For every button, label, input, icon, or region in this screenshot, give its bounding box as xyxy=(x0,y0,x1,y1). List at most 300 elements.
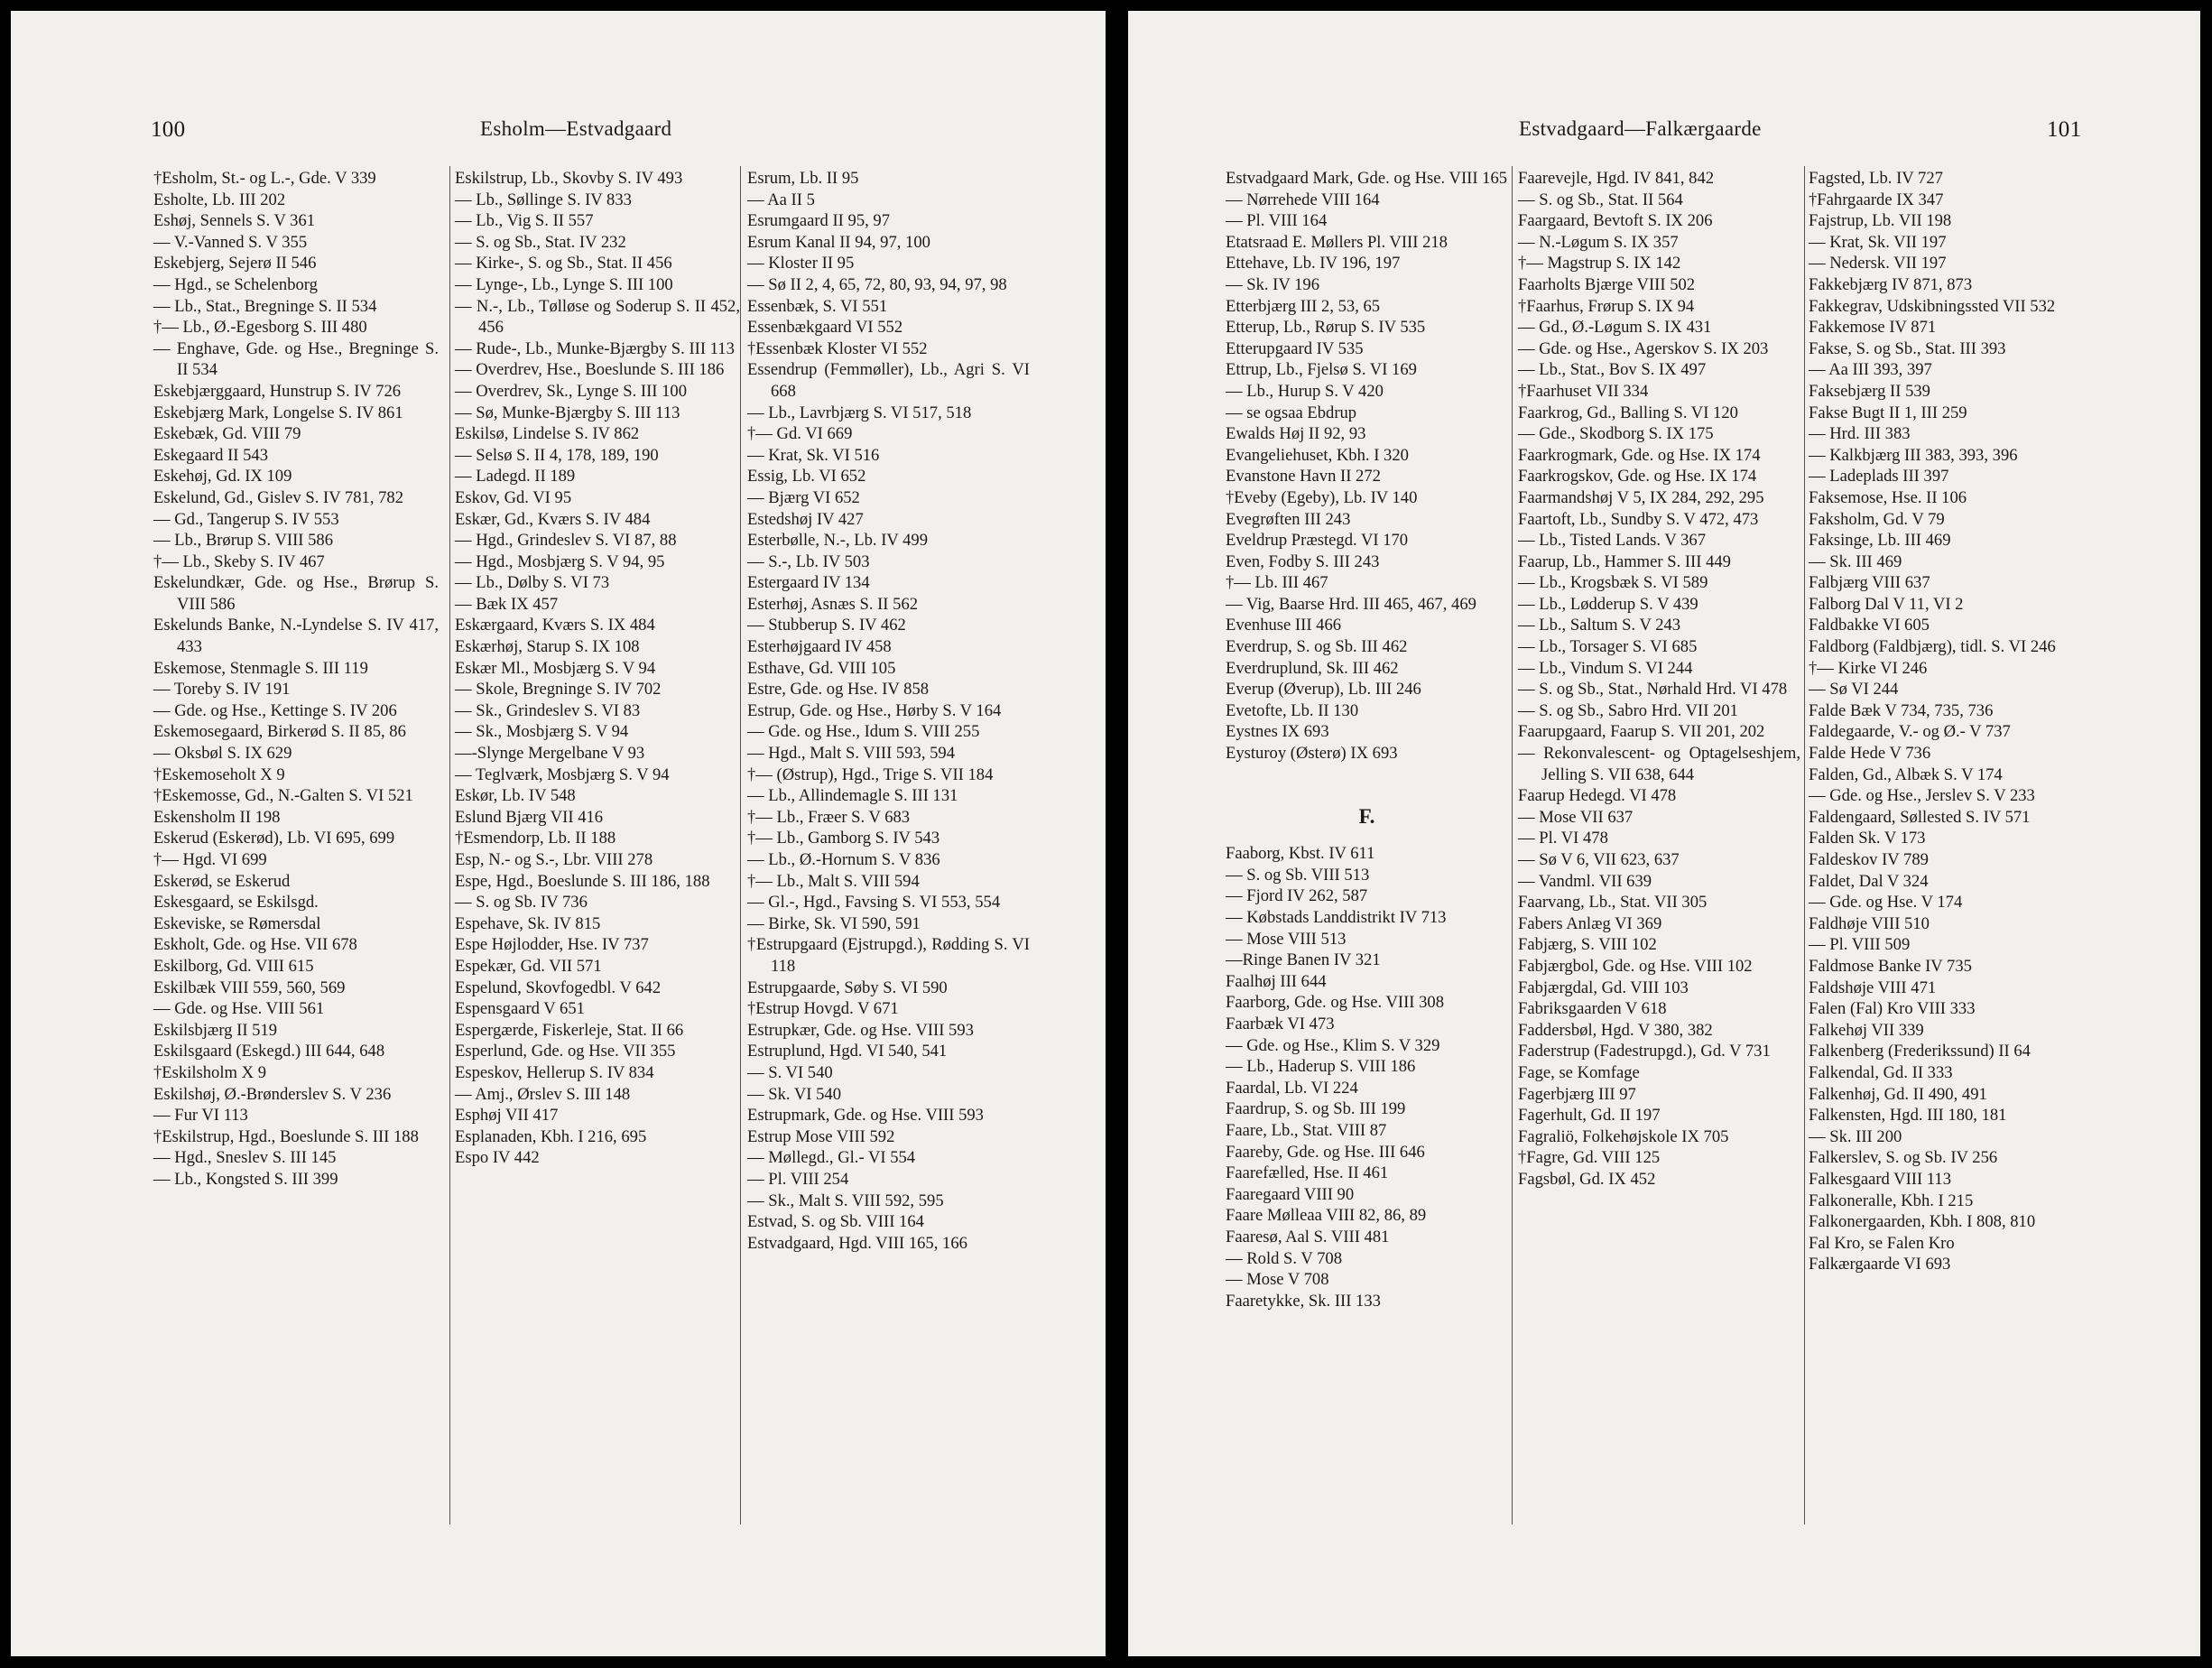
index-column xyxy=(747,168,1030,1254)
index-entry: — Ladegd. II 189 xyxy=(455,467,576,486)
index-entry: Faalhøj III 644 xyxy=(1226,971,1327,991)
index-entry: — Hgd., se Schelenborg xyxy=(153,274,318,294)
index-entry: — Lb., Saltum S. V 243 xyxy=(1518,616,1681,635)
index-entry: Everdrup, S. og Sb. III 462 xyxy=(1226,637,1408,657)
index-entry: — N.-Løgum S. IX 357 xyxy=(1518,232,1679,252)
index-entry: †Esholm, St.- og L.-, Gde. V 339 xyxy=(153,169,376,188)
index-entry: Fagerbjærg III 97 xyxy=(1518,1084,1636,1104)
index-entry: — Møllegd., Gl.- VI 554 xyxy=(747,1148,916,1168)
index-entry: — Mose VIII 513 xyxy=(1226,929,1347,949)
index-entry: — Lb., Kongsted S. III 399 xyxy=(153,1169,338,1189)
index-entry: Espergærde, Fiskerleje, Stat. II 66 xyxy=(455,1020,684,1040)
index-entry: Essenbækgaard VI 552 xyxy=(747,318,903,338)
index-entry: — Lb., Vindum S. VI 244 xyxy=(1518,658,1693,678)
index-entry: Esplanaden, Kbh. I 216, 695 xyxy=(455,1126,647,1146)
index-entry: — Hgd., Mosbjærg S. V 94, 95 xyxy=(455,551,665,571)
index-entry: — Gde. og Hse., Agerskov S. IX 203 xyxy=(1518,338,1769,358)
index-entry: Evetofte, Lb. II 130 xyxy=(1226,700,1359,720)
index-entry: — Amj., Ørslev S. III 148 xyxy=(455,1084,631,1104)
index-entry: Espo IV 442 xyxy=(455,1148,540,1168)
index-entry: — Stubberup S. IV 462 xyxy=(747,616,906,635)
index-entry: †Fagre, Gd. VIII 125 xyxy=(1518,1148,1661,1168)
index-entry: Eskær Ml., Mosbjærg S. V 94 xyxy=(455,658,656,678)
index-entry: Falden, Gd., Albæk S. V 174 xyxy=(1809,764,2003,784)
index-entry: Eskilstrup, Lb., Skovby S. IV 493 xyxy=(455,169,683,188)
index-entry: — Sø II 2, 4, 65, 72, 80, 93, 94, 97, 98 xyxy=(747,274,1007,294)
index-entry: — Ladeplads III 397 xyxy=(1809,467,1949,486)
index-entry: — S. VI 540 xyxy=(747,1062,833,1082)
index-entry: — Sk., Mosbjærg S. V 94 xyxy=(455,722,629,742)
index-entry: †— Kirke VI 246 xyxy=(1809,658,1928,678)
index-entry: — Sø VI 244 xyxy=(1809,680,1899,700)
index-entry: †Eskilsholm X 9 xyxy=(153,1062,266,1082)
index-entry: Falkenhøj, Gd. II 490, 491 xyxy=(1809,1084,1987,1104)
index-entry: — Lb., Stat., Bregninge S. II 534 xyxy=(153,296,377,316)
index-entry: — Nedersk. VII 197 xyxy=(1809,254,1947,273)
index-entry: Essenbæk, S. VI 551 xyxy=(747,296,888,316)
index-entry: —Ringe Banen IV 321 xyxy=(1226,950,1381,970)
index-entry: Fakse Bugt II 1, III 259 xyxy=(1809,403,1967,422)
index-entry: — Lb., Torsager S. VI 685 xyxy=(1518,637,1698,657)
index-entry: †Esmendorp, Lb. II 188 xyxy=(455,829,616,848)
index-entry: — Gde. og Hse. VIII 561 xyxy=(153,999,325,1019)
index-entry: Faarvang, Lb., Stat. VII 305 xyxy=(1518,893,1708,913)
index-entry: Etterbjærg III 2, 53, 65 xyxy=(1226,296,1381,316)
index-entry: Faarbæk VI 473 xyxy=(1226,1014,1335,1033)
index-entry: Falbjærg VIII 637 xyxy=(1809,573,1930,593)
index-entry: — Krat, Sk. VII 197 xyxy=(1809,232,1947,252)
index-entry: Eskilbæk VIII 559, 560, 569 xyxy=(153,978,346,997)
index-entry: Eskebjærggaard, Hunstrup S. IV 726 xyxy=(153,381,402,401)
index-entry: Esrum, Lb. II 95 xyxy=(747,169,859,188)
index-entry: Eystnes IX 693 xyxy=(1226,722,1329,742)
column-spacer xyxy=(1226,764,1508,781)
index-entry: Espensgaard V 651 xyxy=(455,999,585,1019)
index-entry: †— Gd. VI 669 xyxy=(747,424,853,444)
index-entry: Eskelundkær, Gde. og Hse., Brørup S. VIII 586 xyxy=(153,573,439,614)
index-entry: †Essenbæk Kloster VI 552 xyxy=(747,338,928,358)
index-entry: Evangeliehuset, Kbh. I 320 xyxy=(1226,445,1409,465)
index-entry: — Teglværk, Mosbjærg S. V 94 xyxy=(455,764,670,784)
index-entry: — S. og Sb., Stat. IV 232 xyxy=(455,232,626,252)
index-entry: Faarborg, Gde. og Hse. VIII 308 xyxy=(1226,993,1445,1013)
index-entry: — Hgd., Malt S. VIII 593, 594 xyxy=(747,744,956,764)
index-entry: — Købstads Landdistrikt IV 713 xyxy=(1226,908,1447,927)
index-entry: Eysturoy (Østerø) IX 693 xyxy=(1226,744,1398,764)
index-entry: — Hrd. III 383 xyxy=(1809,424,1911,444)
index-entry: — Lb., Allindemagle S. III 131 xyxy=(747,786,958,806)
index-entry: Eskholt, Gde. og Hse. VII 678 xyxy=(153,935,357,955)
index-entry: †Faarhuset VII 334 xyxy=(1518,381,1649,401)
index-entry: — Fjord IV 262, 587 xyxy=(1226,886,1368,906)
index-entry: — Toreby S. IV 191 xyxy=(153,680,291,700)
index-entry: — Lb., Brørup S. VIII 586 xyxy=(153,531,334,551)
index-entry: — Lb., Tisted Lands. V 367 xyxy=(1518,531,1707,551)
index-entry: Faarkrogskov, Gde. og Hse. IX 174 xyxy=(1518,467,1757,486)
index-entry: Eskærgaard, Kværs S. IX 484 xyxy=(455,616,655,635)
index-entry: Eskilsgaard (Eskegd.) III 644, 648 xyxy=(153,1042,385,1061)
index-entry: Eskelund, Gd., Gislev S. IV 781, 782 xyxy=(153,487,404,507)
index-column xyxy=(1809,168,2091,1275)
index-entry: †— Lb., Gamborg S. IV 543 xyxy=(747,829,940,848)
index-entry: Eskær, Gd., Kværs S. IV 484 xyxy=(455,509,651,529)
index-entry: Faare, Lb., Stat. VIII 87 xyxy=(1226,1120,1387,1140)
index-entry: Everup (Øverup), Lb. III 246 xyxy=(1226,680,1421,700)
index-entry: Espehave, Sk. IV 815 xyxy=(455,913,601,933)
index-entry: Eslund Bjærg VII 416 xyxy=(455,807,604,827)
index-entry: Eskov, Gd. VI 95 xyxy=(455,487,572,507)
column-rule xyxy=(1804,166,1805,1524)
index-entry: — Lb., Lødderup S. V 439 xyxy=(1518,594,1698,614)
index-entry: Fabjærgbol, Gde. og Hse. VIII 102 xyxy=(1518,956,1753,976)
index-entry: — Lynge-, Lb., Lynge S. III 100 xyxy=(455,274,673,294)
index-entry: Esrumgaard II 95, 97 xyxy=(747,211,891,231)
index-entry: — S. og Sb. VIII 513 xyxy=(1226,865,1370,885)
index-entry: Esrum Kanal II 94, 97, 100 xyxy=(747,232,930,252)
index-entry: Eskegaard II 543 xyxy=(153,445,269,465)
index-entry: — Sø, Munke-Bjærgby S. III 113 xyxy=(455,403,680,422)
index-entry: — Gd., Tangerup S. IV 553 xyxy=(153,509,339,529)
index-entry: Fagraliö, Folkehøjskole IX 705 xyxy=(1518,1126,1729,1146)
index-entry: Falkehøj VII 339 xyxy=(1809,1020,1924,1040)
index-entry: †— Lb., Ø.-Egesborg S. III 480 xyxy=(153,318,367,338)
index-entry: Esphøj VII 417 xyxy=(455,1106,559,1126)
index-entry: — Sk., Malt S. VIII 592, 595 xyxy=(747,1191,944,1210)
index-entry: — Gde. og Hse. V 174 xyxy=(1809,893,1963,913)
index-entry: Eskør, Lb. IV 548 xyxy=(455,786,576,806)
index-entry: — Kloster II 95 xyxy=(747,254,855,273)
index-entry: — S. og Sb., Sabro Hrd. VII 201 xyxy=(1518,700,1738,720)
index-entry: Faksholm, Gd. V 79 xyxy=(1809,509,1945,529)
index-entry: Faarup, Lb., Hammer S. III 449 xyxy=(1518,551,1731,571)
index-entry: — Lb., Haderup S. VIII 186 xyxy=(1226,1057,1416,1077)
index-entry: Eskebjerg, Sejerø II 546 xyxy=(153,254,317,273)
column-rule xyxy=(449,166,450,1524)
index-entry: Esp, N.- og S.-, Lbr. VIII 278 xyxy=(455,850,653,869)
index-entry: Faksebjærg II 539 xyxy=(1809,381,1930,401)
index-entry: Falen (Fal) Kro VIII 333 xyxy=(1809,999,1976,1019)
index-entry: — Hgd., Grindeslev S. VI 87, 88 xyxy=(455,531,677,551)
index-entry: Etterupgaard IV 535 xyxy=(1226,338,1364,358)
index-entry: †— Lb., Skeby S. IV 467 xyxy=(153,551,325,571)
index-entry: — Gde. og Hse., Idum S. VIII 255 xyxy=(747,722,980,742)
index-entry: Fage, se Komfage xyxy=(1518,1062,1640,1082)
index-entry: Estvadgaard Mark, Gde. og Hse. VIII 165 xyxy=(1226,169,1508,188)
index-entry: Eskebjærg Mark, Longelse S. IV 861 xyxy=(153,403,403,422)
index-entry: Eskilsbjærg II 519 xyxy=(153,1020,278,1040)
index-entry: — Sk. III 469 xyxy=(1809,551,1902,571)
index-entry: Faldengaard, Søllested S. IV 571 xyxy=(1809,807,2031,827)
index-entry: — Lb., Stat., Bov S. IX 497 xyxy=(1518,360,1707,380)
index-entry: †Eskemosse, Gd., N.-Galten S. VI 521 xyxy=(153,786,413,806)
index-entry: Even, Fodby S. III 243 xyxy=(1226,551,1380,571)
index-entry: — Overdrev, Sk., Lynge S. III 100 xyxy=(455,381,687,401)
index-entry: Faarup Hedegd. VI 478 xyxy=(1518,786,1677,806)
index-column xyxy=(153,168,439,1191)
index-entry: Faare Mølleaa VIII 82, 86, 89 xyxy=(1226,1206,1427,1226)
index-entry: — Fur VI 113 xyxy=(153,1106,248,1126)
index-entry: Falkerslev, S. og Sb. IV 256 xyxy=(1809,1148,1998,1168)
index-entry: Eveldrup Præstegd. VI 170 xyxy=(1226,531,1409,551)
index-entry: Estrup Mose VIII 592 xyxy=(747,1126,895,1146)
index-entry: — Lb., Krogsbæk S. VI 589 xyxy=(1518,573,1708,593)
index-entry: — S. og Sb., Stat., Nørhald Hrd. VI 478 xyxy=(1518,680,1788,700)
index-entry: Falkenberg (Frederikssund) II 64 xyxy=(1809,1042,2031,1061)
section-letter: F. xyxy=(1358,804,1375,828)
index-column xyxy=(1518,168,1800,1191)
index-entry: — Enghave, Gde. og Hse., Bregninge S. II 534 xyxy=(153,338,439,380)
index-entry: Fagsted, Lb. IV 727 xyxy=(1809,169,1943,188)
index-entry: — Krat, Sk. VI 516 xyxy=(747,445,880,465)
index-entry: Falkensten, Hgd. III 180, 181 xyxy=(1809,1106,2007,1126)
index-entry: Fabriksgaarden V 618 xyxy=(1518,999,1667,1019)
index-entry: Esperlund, Gde. og Hse. VII 355 xyxy=(455,1042,676,1061)
index-entry: †— Lb. III 467 xyxy=(1226,573,1328,593)
index-entry: Faarupgaard, Faarup S. VII 201, 202 xyxy=(1518,722,1765,742)
index-entry: Eskebæk, Gd. VIII 79 xyxy=(153,424,301,444)
index-entry: Eskerud (Eskerød), Lb. VI 695, 699 xyxy=(153,829,395,848)
index-entry: — se ogsaa Ebdrup xyxy=(1226,403,1357,422)
index-entry: Eskilsø, Lindelse S. IV 862 xyxy=(455,424,640,444)
index-entry: Esterhøjgaard IV 458 xyxy=(747,637,892,657)
index-entry: — Lb., Dølby S. VI 73 xyxy=(455,573,610,593)
page-number-text: 101 xyxy=(2047,117,2082,142)
index-entry: — Rude-, Lb., Munke-Bjærgby S. III 113 xyxy=(455,338,735,358)
index-entry: Fal Kro, se Falen Kro xyxy=(1809,1233,1955,1253)
index-entry: Ettrup, Lb., Fjelsø S. VI 169 xyxy=(1226,360,1417,380)
index-entry: — Overdrev, Hse., Boeslunde S. III 186 xyxy=(455,360,725,380)
index-entry: Faareby, Gde. og Hse. III 646 xyxy=(1226,1142,1425,1162)
index-entry: — S.-, Lb. IV 503 xyxy=(747,551,870,571)
index-entry: Faaborg, Kbst. IV 611 xyxy=(1226,844,1375,864)
index-entry: Eskehøj, Gd. IX 109 xyxy=(153,467,292,486)
index-entry: Faderstrup (Fadestrupgd.), Gd. V 731 xyxy=(1518,1042,1771,1061)
index-entry: — Rekonvalescent- og Optagelseshjem, Jelling S. VII 638, 644 xyxy=(1518,744,1800,784)
index-entry: Falkendal, Gd. II 333 xyxy=(1809,1062,1953,1082)
index-entry: Estre, Gde. og Hse. IV 858 xyxy=(747,680,930,700)
index-entry: — Skole, Bregninge S. IV 702 xyxy=(455,680,662,700)
index-entry: Fagerhult, Gd. II 197 xyxy=(1518,1106,1661,1126)
index-entry: Eskilborg, Gd. VIII 615 xyxy=(153,956,314,976)
index-entry: — Birke, Sk. VI 590, 591 xyxy=(747,913,921,933)
index-entry: —-Slynge Mergelbane V 93 xyxy=(455,744,645,764)
index-entry: — Oksbøl S. IX 629 xyxy=(153,744,292,764)
index-entry: — Sk. IV 196 xyxy=(1226,274,1319,294)
index-entry: — Aa II 5 xyxy=(747,190,815,209)
column-rule xyxy=(740,166,741,1524)
index-entry: Fakkegrav, Udskibningssted VII 532 xyxy=(1809,296,2056,316)
index-entry: Falde Bæk V 734, 735, 736 xyxy=(1809,700,1994,720)
index-entry: Faldborg (Faldbjærg), tidl. S. VI 246 xyxy=(1809,637,2056,657)
index-entry: Etterup, Lb., Rørup S. IV 535 xyxy=(1226,318,1426,338)
index-entry: — Bjærg VI 652 xyxy=(747,487,860,507)
running-head: Esholm—Estvadgaard xyxy=(480,117,672,140)
index-entry: Faarholts Bjærge VIII 502 xyxy=(1518,274,1696,294)
index-entry: Estergaard IV 134 xyxy=(747,573,870,593)
index-entry: Falborg Dal V 11, VI 2 xyxy=(1809,594,1964,614)
index-entry: — S. og Sb., Stat. II 564 xyxy=(1518,190,1683,209)
index-entry: Faksinge, Lb. III 469 xyxy=(1809,531,1951,551)
index-entry: Estrupgaarde, Søby S. VI 590 xyxy=(747,978,948,997)
index-entry: — Pl. VIII 509 xyxy=(1809,935,1911,955)
index-entry: Esthave, Gd. VIII 105 xyxy=(747,658,896,678)
index-entry: — Gl.-, Hgd., Favsing S. VI 553, 554 xyxy=(747,893,1001,913)
index-entry: Estrupmark, Gde. og Hse. VIII 593 xyxy=(747,1106,984,1126)
index-entry: Eskesgaard, se Eskilsgd. xyxy=(153,893,319,913)
index-entry: Estruplund, Hgd. VI 540, 541 xyxy=(747,1042,948,1061)
index-entry: Faldmose Banke IV 735 xyxy=(1809,956,1972,976)
index-entry: Falkærgaarde VI 693 xyxy=(1809,1255,1951,1274)
index-entry: †— Hgd. VI 699 xyxy=(153,850,267,869)
index-entry: — Vig, Baarse Hrd. III 465, 467, 469 xyxy=(1226,594,1476,614)
right-page xyxy=(1128,11,2200,1656)
index-entry: Eskensholm II 198 xyxy=(153,807,281,827)
index-entry: Faldeskov IV 789 xyxy=(1809,850,1929,869)
running-head: Estvadgaard—Falkærgaarde xyxy=(1519,117,1762,140)
index-entry: — Gde., Skodborg S. IX 175 xyxy=(1518,424,1714,444)
index-entry: Espelund, Skovfogedbl. V 642 xyxy=(455,978,662,997)
index-entry: Estedshøj IV 427 xyxy=(747,509,864,529)
index-entry: Eskilshøj, Ø.-Brønderslev S. V 236 xyxy=(153,1084,392,1104)
index-entry: Faaretykke, Sk. III 133 xyxy=(1226,1291,1381,1311)
index-entry: — Gde. og Hse., Kettinge S. IV 206 xyxy=(153,700,397,720)
index-entry: — Sø V 6, VII 623, 637 xyxy=(1518,850,1680,869)
page-number-text: 100 xyxy=(151,117,186,142)
left-page xyxy=(11,11,1106,1656)
index-entry: — Mose V 708 xyxy=(1226,1270,1329,1290)
index-entry: Fabjærgdal, Gd. VIII 103 xyxy=(1518,978,1689,997)
index-entry: Faldshøje VIII 471 xyxy=(1809,978,1937,997)
index-entry: †Eskemoseholt X 9 xyxy=(153,764,285,784)
index-entry: Faartoft, Lb., Sundby S. V 472, 473 xyxy=(1518,509,1759,529)
index-entry: Estvadgaard, Hgd. VIII 165, 166 xyxy=(747,1233,967,1253)
index-entry: Essendrup (Femmøller), Lb., Agri S. VI 668 xyxy=(747,360,1030,401)
index-entry: — Vandml. VII 639 xyxy=(1518,871,1652,891)
index-entry: Espeskov, Hellerup S. IV 834 xyxy=(455,1062,654,1082)
index-entry: Faldegaarde, V.- og Ø.- V 737 xyxy=(1809,722,2011,742)
index-entry: Faarkrog, Gd., Balling S. VI 120 xyxy=(1518,403,1738,422)
index-entry: Esterhøj, Asnæs S. II 562 xyxy=(747,594,919,614)
index-entry: Eshøj, Sennels S. V 361 xyxy=(153,211,316,231)
index-entry: Estrup, Gde. og Hse., Hørby S. V 164 xyxy=(747,700,1002,720)
index-entry: Eskemose, Stenmagle S. III 119 xyxy=(153,658,368,678)
index-entry: — Mose VII 637 xyxy=(1518,807,1634,827)
index-entry: †— Magstrup S. IX 142 xyxy=(1518,254,1681,273)
index-entry: Faaregaard VIII 90 xyxy=(1226,1184,1355,1204)
index-entry: — Lb., Vig S. II 557 xyxy=(455,211,594,231)
index-entry: †— (Østrup), Hgd., Trige S. VII 184 xyxy=(747,764,994,784)
index-entry: Espe, Hgd., Boeslunde S. III 186, 188 xyxy=(455,871,710,891)
index-entry: Falkonergaarden, Kbh. I 808, 810 xyxy=(1809,1212,2036,1232)
index-entry: — Lb., Ø.-Hornum S. V 836 xyxy=(747,850,940,869)
index-entry: Faarmandshøj V 5, IX 284, 292, 295 xyxy=(1518,487,1764,507)
index-entry: — S. og Sb. IV 736 xyxy=(455,893,588,913)
index-entry: Faarefælled, Hse. II 461 xyxy=(1226,1163,1389,1183)
index-entry: — Nørrehede VIII 164 xyxy=(1226,190,1380,209)
index-entry: Faarevejle, Hgd. IV 841, 842 xyxy=(1518,169,1715,188)
index-entry: Fabjærg, S. VIII 102 xyxy=(1518,935,1657,955)
index-entry: Estrupkær, Gde. og Hse. VIII 593 xyxy=(747,1020,974,1040)
index-entry: Faaresø, Aal S. VIII 481 xyxy=(1226,1227,1390,1246)
index-entry: Faardrup, S. og Sb. III 199 xyxy=(1226,1099,1406,1119)
index-entry: — Bæk IX 457 xyxy=(455,594,559,614)
index-entry: Evanstone Havn II 272 xyxy=(1226,467,1381,486)
index-column xyxy=(455,168,740,1169)
index-entry: †Eveby (Egeby), Lb. IV 140 xyxy=(1226,487,1418,507)
index-entry: Ettehave, Lb. IV 196, 197 xyxy=(1226,254,1401,273)
index-entry: — Pl. VIII 164 xyxy=(1226,211,1328,231)
index-entry: — Lb., Søllinge S. IV 833 xyxy=(455,190,632,209)
index-entry: Etatsraad E. Møllers Pl. VIII 218 xyxy=(1226,232,1448,252)
index-entry: Everdruplund, Sk. III 462 xyxy=(1226,658,1399,678)
index-entry: Estvad, S. og Sb. VIII 164 xyxy=(747,1212,924,1232)
index-entry: Fabers Anlæg VI 369 xyxy=(1518,913,1662,933)
index-entry: Faldbakke VI 605 xyxy=(1809,616,1930,635)
index-entry: — Kirke-, S. og Sb., Stat. II 456 xyxy=(455,254,672,273)
index-entry: Esterbølle, N.-, Lb. IV 499 xyxy=(747,531,929,551)
index-entry: — Sk., Grindeslev S. VI 83 xyxy=(455,700,641,720)
index-entry: Eskelunds Banke, N.-Lyndelse S. IV 417, 433 xyxy=(153,616,439,657)
index-entry: Faddersbøl, Hgd. V 380, 382 xyxy=(1518,1020,1713,1040)
index-entry: Falkoneralle, Kbh. I 215 xyxy=(1809,1191,1974,1210)
index-entry: †Fahrgaarde IX 347 xyxy=(1809,190,1944,209)
index-entry: †Eskilstrup, Hgd., Boeslunde S. III 188 xyxy=(153,1126,419,1146)
index-entry: †— Lb., Malt S. VIII 594 xyxy=(747,871,920,891)
index-entry: Esholte, Lb. III 202 xyxy=(153,190,286,209)
index-entry: Essig, Lb. VI 652 xyxy=(747,467,866,486)
index-entry: †— Lb., Fræer S. V 683 xyxy=(747,807,911,827)
index-entry: Fagsbøl, Gd. IX 452 xyxy=(1518,1169,1656,1189)
index-entry: Fajstrup, Lb. VII 198 xyxy=(1809,211,1952,231)
index-entry: Falden Sk. V 173 xyxy=(1809,829,1926,848)
index-entry: Faarkrogmark, Gde. og Hse. IX 174 xyxy=(1518,445,1761,465)
index-entry: Espe Højlodder, Hse. IV 737 xyxy=(455,935,649,955)
index-entry: †Faarhus, Frørup S. IX 94 xyxy=(1518,296,1695,316)
index-entry: — Lb., Lavrbjærg S. VI 517, 518 xyxy=(747,403,972,422)
index-entry: Ewalds Høj II 92, 93 xyxy=(1226,424,1366,444)
index-entry: †Estrupgaard (Ejstrupgd.), Rødding S. VI 118 xyxy=(747,935,1030,976)
index-entry: — V.-Vanned S. V 355 xyxy=(153,232,308,252)
index-entry: Espekær, Gd. VII 571 xyxy=(455,956,602,976)
index-entry: — N.-, Lb., Tølløse og Soderup S. II 452, 456 xyxy=(455,296,740,338)
index-entry: Falkesgaard VIII 113 xyxy=(1809,1169,1952,1189)
index-entry: Fakkebjærg IV 871, 873 xyxy=(1809,274,1973,294)
index-entry: — Kalkbjærg III 383, 393, 396 xyxy=(1809,445,2018,465)
index-entry: — Selsø S. II 4, 178, 189, 190 xyxy=(455,445,659,465)
index-entry: Evenhuse III 466 xyxy=(1226,616,1342,635)
index-entry: Faardal, Lb. VI 224 xyxy=(1226,1078,1358,1098)
index-entry: Faldhøje VIII 510 xyxy=(1809,913,1930,933)
index-entry: Faldet, Dal V 324 xyxy=(1809,871,1929,891)
index-entry: — Pl. VI 478 xyxy=(1518,829,1608,848)
index-entry: Eskerød, se Eskerud xyxy=(153,871,291,891)
index-entry: — Pl. VIII 254 xyxy=(747,1169,849,1189)
index-entry: — Hgd., Sneslev S. III 145 xyxy=(153,1148,337,1168)
index-entry: Evegrøften III 243 xyxy=(1226,509,1351,529)
index-entry: — Gd., Ø.-Løgum S. IX 431 xyxy=(1518,318,1712,338)
index-entry: — Gde. og Hse., Jerslev S. V 233 xyxy=(1809,786,2035,806)
index-entry: Faksemose, Hse. II 106 xyxy=(1809,487,1967,507)
index-entry: Falde Hede V 736 xyxy=(1809,744,1931,764)
index-entry: †Estrup Hovgd. V 671 xyxy=(747,999,899,1019)
index-column xyxy=(1226,168,1508,1311)
index-entry: Eskærhøj, Starup S. IX 108 xyxy=(455,637,640,657)
index-entry: — Rold S. V 708 xyxy=(1226,1248,1342,1268)
index-entry: Eskemosegaard, Birkerød S. II 85, 86 xyxy=(153,722,406,742)
index-entry: — Lb., Hurup S. V 420 xyxy=(1226,381,1384,401)
index-entry: — Sk. VI 540 xyxy=(747,1084,841,1104)
index-entry: — Sk. III 200 xyxy=(1809,1126,1902,1146)
